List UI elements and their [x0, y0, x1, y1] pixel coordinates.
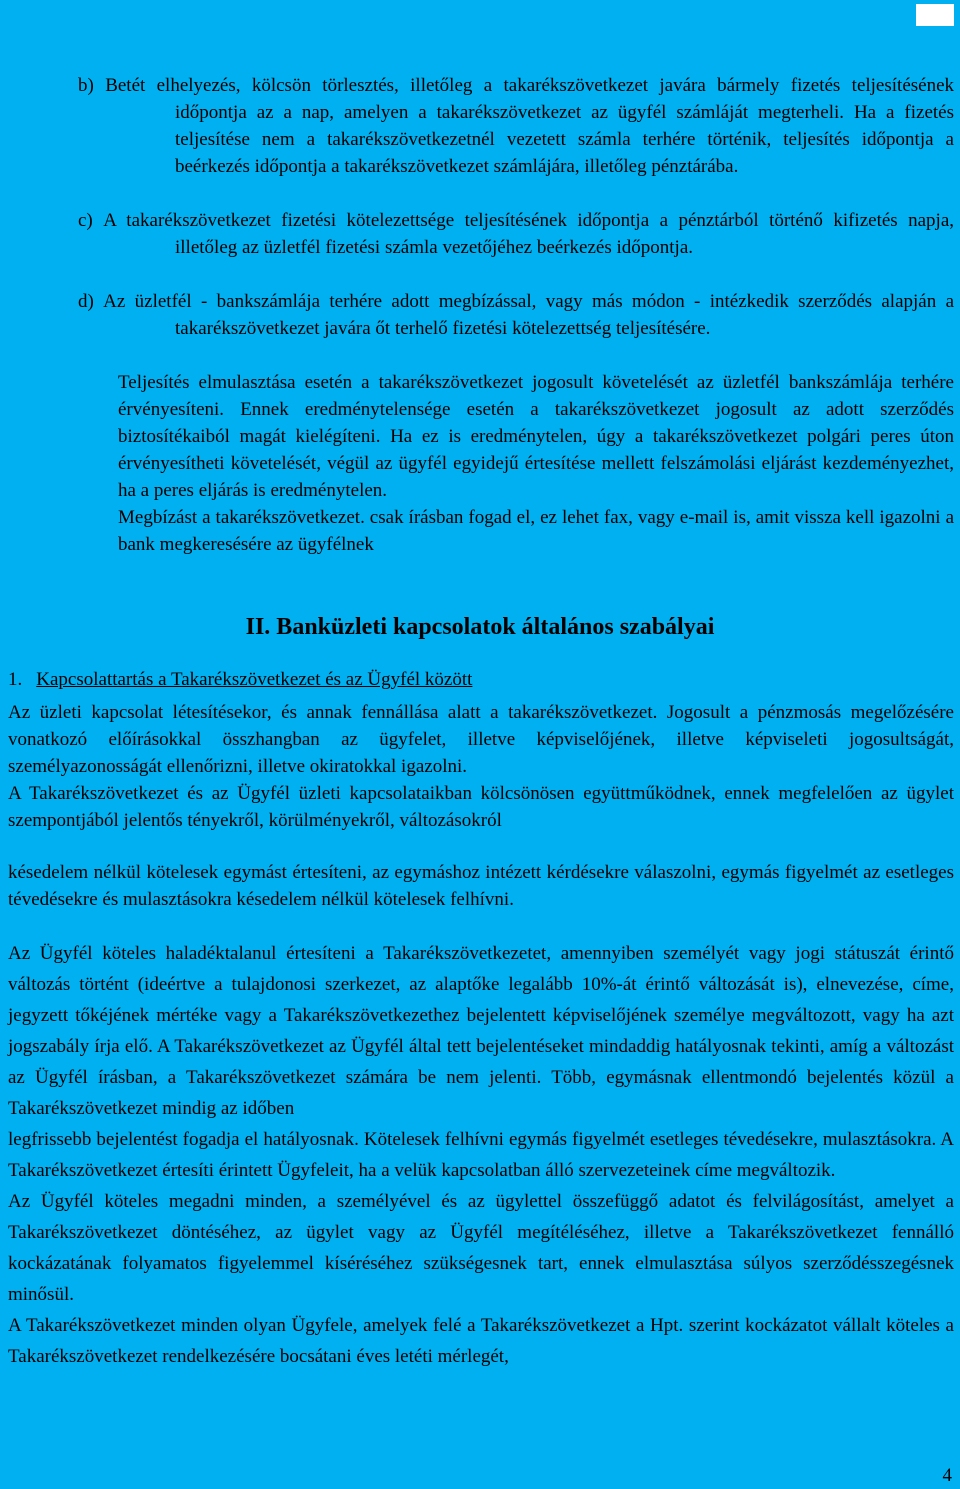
page-number: 4 — [942, 1465, 952, 1486]
body-paragraphs-1 — [8, 699, 954, 834]
item-b-label: b) — [78, 75, 94, 96]
item-b-text: Betét elhelyezés, kölcsön törlesztés, illetőleg a takarékszövetkezet javára bármely fizetés teljesítésének időpontja az a nap, amelyen a takarékszövetkezet az ügyfél számláját megterheli. Ha a fizetés teljesítése nem a takarékszövetkezetnél vezetett számla terhére történik, teljesítés időpontja a beérkezés időpontja a takarékszövetkezet számlájára, illetőleg pénztárába. — [105, 75, 955, 177]
body-paragraphs-2 — [8, 859, 954, 913]
paragraph-5: legfrissebb bejelentést fogadja el hatályosnak. Kötelesek felhívni egymás figyelmét esetleges tévedésekre, mulasztásokra. A Takarékszövetkezet értesíti érintett Ügyfeleit, ha a velük kapcsolatban álló szervezeteinek címe megváltozik. — [8, 1129, 954, 1181]
paragraph-6: Az Ügyfél köteles megadni minden, a személyével és az ügylettel összefüggő adatot és felvilágosítást, amelyet a Takarékszövetkezet döntéséhez, az ügylet vagy az Ügyfél megítéléséhez, illetve a Takarékszövetkezet fennálló kockázatának folyamatos figyelemmel kíséréséhez szükségesnek tart, ennek elmulasztása súlyos szerződésszegésnek minősül. — [8, 1191, 954, 1305]
subsection-title-text: Kapcsolattartás a Takarékszövetkezet és az Ügyfél között — [36, 669, 473, 690]
item-c-paragraph — [78, 207, 954, 261]
item-b-paragraph — [78, 72, 954, 180]
item-d — [78, 288, 954, 342]
item-c — [78, 207, 954, 261]
subsection-number: 1. — [8, 669, 23, 690]
corner-box — [916, 4, 954, 26]
paragraph-2: A Takarékszövetkezet és az Ügyfél üzleti kapcsolataikban kölcsönösen együttműködnek, ennek megfelelően az ügylet szempontjából jelentős tényekről, körülményekről, változásokról — [8, 783, 954, 831]
item-d-continuation — [118, 369, 954, 558]
body-paragraphs-3 — [8, 938, 954, 1372]
paragraph-3: késedelem nélkül kötelesek egymást értesíteni, az egymáshoz intézett kérdésekre válaszolni, egymás figyelmét az esetleges tévedésekre és mulasztásokra késedelem nélkül kötelesek felhívni. — [8, 862, 954, 910]
subsection-title — [8, 666, 472, 693]
item-d-extra-paragraph-2: Megbízást a takarékszövetkezet. csak írásban fogad el, ez lehet fax, vagy e-mail is, amit vissza kell igazolni a bank megkeresésére az ügyfélnek — [118, 507, 954, 555]
item-d-label: d) — [78, 291, 94, 312]
paragraph-1: Az üzleti kapcsolat létesítésekor, és annak fennállása alatt a takarékszövetkezet. Jogosult a pénzmosás megelőzésére vonatkozó előírásokkal összhangban az ügyfelet, illetve képviselőjének, illetve képviseleti jogosultságát, személyazonosságát ellenőrizni, illetve okiratokkal igazolni. — [8, 702, 954, 777]
item-d-extra-paragraph-1: Teljesítés elmulasztása esetén a takarékszövetkezet jogosult követelését az üzletfél bankszámlája terhére érvényesíteni. Ennek eredménytelensége esetén a takarékszövetkezet jogosult az adott szerződés biztosítékaiból magát kielégíteni. Ha ez is eredménytelen, úgy a takarékszövetkezet polgári peres úton érvényesítheti követelését, végül az ügyfél egyidejű értesítése mellett felszámolási eljárást kezdeményezhet, ha a peres eljárás is eredménytelen. — [118, 372, 954, 501]
item-c-text: A takarékszövetkezet fizetési kötelezettsége teljesítésének időpontja a pénztárból történő kifizetés napja, illetőleg az üzletfél fizetési számla vezetőjéhez beérkezés időpontja. — [103, 210, 954, 258]
item-b — [78, 72, 954, 180]
section-heading: II. Banküzleti kapcsolatok általános szabályai — [245, 614, 715, 640]
item-d-text: Az üzletfél - bankszámlája terhére adott megbízással, vagy más módon - intézkedik szerződés alapján a takarékszövetkezet javára őt terhelő fizetési kötelezettség teljesítésére. — [103, 291, 955, 339]
paragraph-4: Az Ügyfél köteles haladéktalanul értesíteni a Takarékszövetkezetet, amennyiben személyét vagy jogi státuszát érintő változás történt (ideértve a tulajdonosi szerkezet, az alaptőke legalább 10%-át érintő változását is), elnevezése, címe, jegyzett tőkéjének mértéke vagy a Takarékszövetkezethez bejelentett képviselőjének személye megváltozott, vagy ha azt jogszabály írja elő. A Takarékszövetkezet az Ügyfél által tett bejelentéseket mindaddig hatályosnak tekinti, amíg a változást az Ügyfél írásban, a Takarékszövetkezet számára be nem jelenti. Több, egymásnak ellentmondó bejelentés közül a Takarékszövetkezet mindig az időben — [8, 943, 954, 1119]
item-d-paragraph — [78, 288, 954, 342]
paragraph-7: A Takarékszövetkezet minden olyan Ügyfele, amelyek felé a Takarékszövetkezet a Hpt. szerint kockázatot vállalt köteles a Takarékszövetkezet rendelkezésére bocsátani éves letéti mérlegét, — [8, 1315, 954, 1367]
item-c-label: c) — [78, 210, 93, 231]
